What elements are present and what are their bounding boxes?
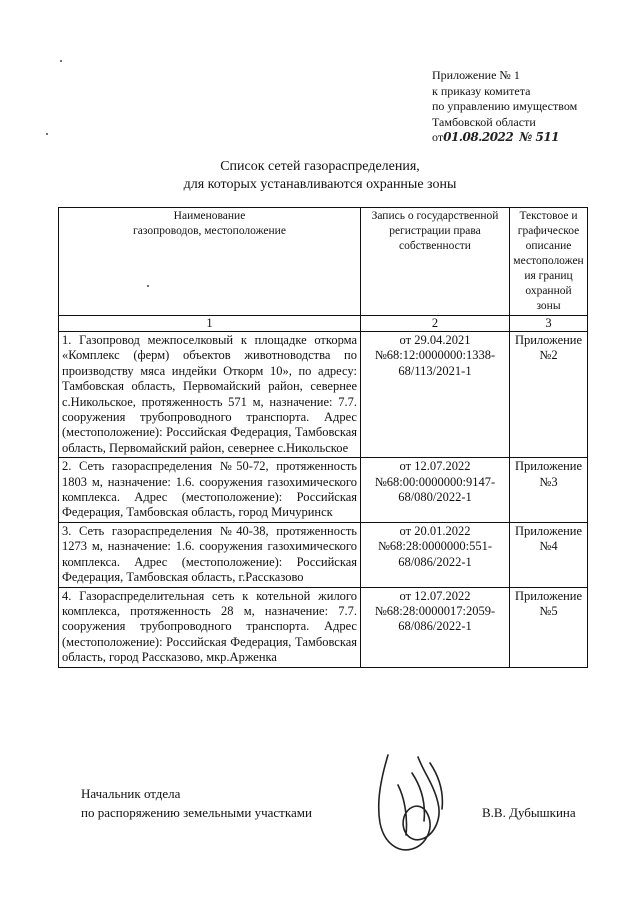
registration-number-suffix: 68/113/2021-1 xyxy=(398,363,472,378)
title-line-1: Список сетей газораспределения, xyxy=(220,159,420,174)
header-description: Текстовое и графическое описание местоположен ия границ охранной зоны xyxy=(510,208,588,316)
column-number: 3 xyxy=(510,316,588,332)
network-description: 1. Газопровод межпоселковый к площадке откорма «Комплекс (ферм) объектов животноводства по производству мяса индейки Откорм 10», по адресу: Тамбовская область, Первомайский район, севернее с.Никольское, протяженность 571 м, назначение: 7.7. сооружения трубопроводного транспорта. Адрес (местоположение): Российская Федерация, Тамбовская область, Первомайский район, севернее с.Никольское xyxy=(59,332,361,458)
appendix-note xyxy=(432,68,632,146)
table-header-row xyxy=(59,208,588,316)
table-row xyxy=(59,458,588,523)
column-number: 1 xyxy=(59,316,361,332)
registration-date: от 12.07.2022 xyxy=(399,588,471,603)
zone-appendix-ref: Приложение №3 xyxy=(510,458,588,523)
signatory-position xyxy=(81,784,312,822)
registration-record xyxy=(361,458,510,523)
gas-networks-table xyxy=(58,207,588,668)
handwritten-number: № 511 xyxy=(519,130,560,144)
registration-date: от 29.04.2021 xyxy=(399,333,471,347)
position-line-1: Начальник отдела xyxy=(81,786,181,801)
title-line-2: для которых устанавливаются охранные зоны xyxy=(183,177,457,192)
registration-number-suffix: 68/086/2022-1 xyxy=(398,619,472,634)
network-description: 2. Сеть газораспределения №50-72, протяженность 1803 м, назначение: 1.6. сооружения газохимического комплекса. Адрес (местоположение): Российская Федерация, Тамбовская область, город Мичуринск xyxy=(59,458,361,523)
registration-record xyxy=(361,587,510,667)
table-row xyxy=(59,522,588,587)
appendix-order-line: к приказу комитета xyxy=(432,83,531,98)
appendix-date-line xyxy=(432,130,632,146)
table-row xyxy=(59,332,588,458)
appendix-title: Приложение № 1 xyxy=(432,68,520,82)
zone-appendix-ref: Приложение №2 xyxy=(510,332,588,458)
registration-number-suffix: 68/086/2022-1 xyxy=(398,554,472,569)
appendix-committee-line: по управлению имуществом xyxy=(432,99,578,113)
registration-number: №68:28:0000017:2059- xyxy=(374,603,496,618)
handwritten-signature xyxy=(368,745,458,860)
column-number-row xyxy=(59,316,588,332)
network-description: 3. Сеть газораспределения №40-38, протяженность 1273 м, назначение: 1.6. сооружения газохимического комплекса. Адрес (местоположение): Российская Федерация, Тамбовская область, г.Рассказово xyxy=(59,522,361,587)
handwritten-date: 01.08.2022 xyxy=(443,130,514,144)
zone-appendix-ref: Приложение №4 xyxy=(510,522,588,587)
registration-date: от 12.07.2022 xyxy=(399,459,471,474)
registration-number: №68:28:0000000:551- xyxy=(377,539,492,554)
table-row xyxy=(59,587,588,667)
zone-appendix-ref: Приложение №5 xyxy=(510,587,588,667)
registration-number: №68:00:0000000:9147- xyxy=(374,474,496,489)
signatory-name: В.В. Дубышкина xyxy=(482,805,576,820)
scan-speck xyxy=(60,60,62,62)
document-title xyxy=(0,158,640,194)
appendix-region-line: Тамбовской области xyxy=(432,114,536,129)
registration-number: №68:12:0000000:1338- xyxy=(374,348,496,363)
header-registration: Запись о государственной регистрации права собственности xyxy=(361,208,510,316)
position-line-2: по распоряжению земельными участками xyxy=(81,805,312,820)
registration-record xyxy=(361,522,510,587)
registration-number-suffix: 68/080/2022-1 xyxy=(398,490,472,505)
column-number: 2 xyxy=(361,316,510,332)
registration-record xyxy=(361,332,510,458)
header-name: Наименование газопроводов, местоположение xyxy=(59,208,361,316)
network-description: 4. Газораспределительная сеть к котельной жилого комплекса, протяженность 28 м, назначение: 7.7. сооружения трубопроводного транспорта. Адрес (местоположение): Российская Федерация, Тамбовская область, город Рассказово, мкр.Арженка xyxy=(59,587,361,667)
scan-speck xyxy=(46,133,48,135)
registration-date: от 20.01.2022 xyxy=(399,523,471,538)
date-prefix: от xyxy=(432,130,444,144)
